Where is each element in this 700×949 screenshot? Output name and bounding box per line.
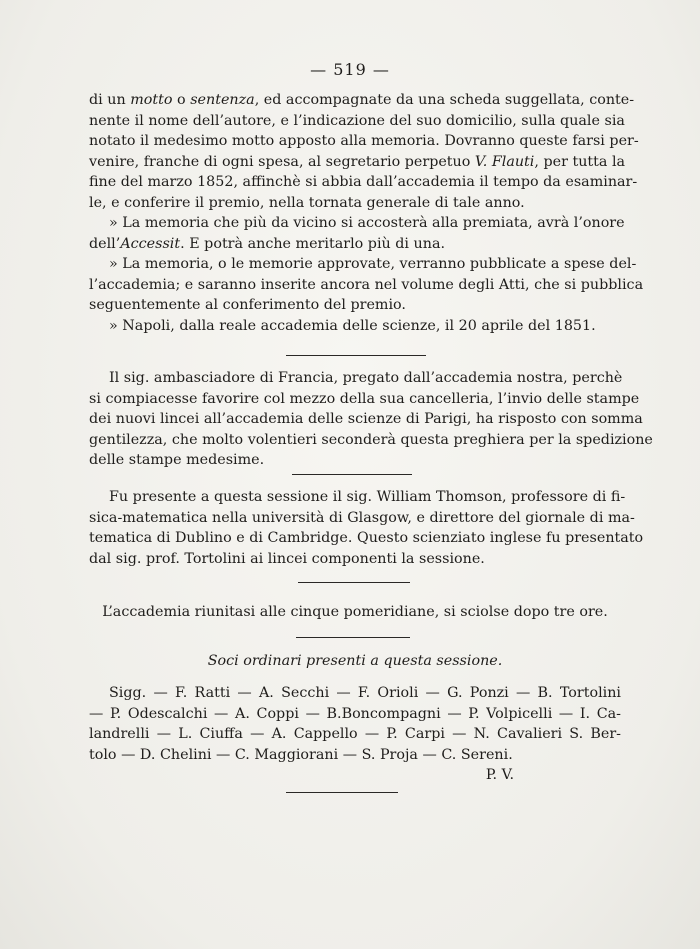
text-line bbox=[89, 409, 643, 430]
text-run: l’accademia; e saranno inserite ancora nel volume degli Atti, che si pubblica bbox=[89, 276, 644, 293]
text-run: fine del marzo 1852, affinchè si abbia dall’accademia il tempo da esaminar- bbox=[89, 174, 638, 190]
text-line bbox=[89, 487, 626, 508]
text-run: » Napoli, dalla reale accademia delle scienze, il 20 aprile del 1851. bbox=[109, 318, 596, 334]
text-line bbox=[89, 90, 635, 111]
divider bbox=[286, 355, 426, 356]
text-line bbox=[89, 549, 621, 570]
text-line bbox=[89, 450, 621, 471]
italic-text: motto bbox=[130, 92, 173, 108]
signature: P. V. bbox=[485, 767, 514, 783]
text-run: di un bbox=[89, 92, 131, 108]
text-run: , ed accompagnate da una scheda suggellata, conte- bbox=[254, 92, 635, 108]
text-line bbox=[89, 172, 638, 193]
italic-text: sentenza bbox=[190, 92, 255, 108]
text-run: dal sig. prof. Tortolini ai lincei componenti la sessione. bbox=[89, 550, 485, 567]
divider bbox=[298, 582, 410, 583]
paragraph-date bbox=[89, 316, 621, 337]
paragraph-prize-conditions bbox=[89, 90, 639, 213]
text-run: . E potrà anche meritarlo più di una. bbox=[180, 235, 446, 252]
text-run: dei nuovi lincei all’accademia delle scienze di Parigi, ha risposto con somma bbox=[89, 411, 643, 427]
divider bbox=[292, 474, 412, 475]
text-line bbox=[89, 683, 621, 704]
members-list bbox=[89, 683, 621, 765]
text-line bbox=[89, 745, 621, 766]
italic-text: Accessit bbox=[120, 235, 181, 252]
text-run: delle stampe medesime. bbox=[89, 452, 265, 468]
paragraph-accessit bbox=[89, 213, 625, 254]
paragraph-closing: L’accademia riunitasi alle cinque pomeridiane, si sciolse dopo tre ore. bbox=[102, 604, 608, 620]
text-run: le, e conferire il premio, nella tornata generale di tale anno. bbox=[89, 194, 525, 211]
text-run: nente il nome dell’autore, e l’indicazione del suo domicilio, sulla quale sia bbox=[89, 112, 625, 129]
text-run: venire, franche di ogni spesa, al segretario perpetuo bbox=[89, 153, 475, 170]
text-line bbox=[89, 131, 639, 152]
text-run: si compiacesse favorire col mezzo della sua cancelleria, l’invio delle stampe bbox=[89, 390, 640, 407]
text-run: Il sig. ambasciadore di Francia, pregato dall’accademia nostra, perchè bbox=[109, 370, 623, 386]
text-line bbox=[89, 389, 640, 410]
text-run: o bbox=[172, 92, 191, 108]
text-run: , per tutta la bbox=[534, 153, 626, 170]
page-number: — 519 — bbox=[310, 60, 390, 79]
paragraph-ambassador bbox=[89, 368, 653, 471]
text-run: tematica di Dublino e di Cambridge. Questo scienziato inglese fu presentato bbox=[89, 530, 644, 546]
text-line bbox=[89, 724, 621, 745]
text-line bbox=[89, 316, 621, 337]
text-run: seguentemente al conferimento del premio. bbox=[89, 297, 406, 313]
text-line bbox=[89, 254, 637, 275]
text-line bbox=[89, 528, 644, 549]
text-run: dell’ bbox=[89, 235, 121, 252]
text-line bbox=[89, 275, 644, 296]
paragraph-thomson bbox=[89, 487, 644, 569]
text-line bbox=[89, 295, 621, 316]
divider bbox=[296, 637, 410, 638]
text-line bbox=[89, 152, 626, 173]
text-line bbox=[89, 234, 621, 255]
divider bbox=[286, 792, 398, 793]
text-run: » La memoria, o le memorie approvate, verranno pubblicate a spese del- bbox=[109, 256, 637, 272]
text-run: gentilezza, che molto volentieri seconderà questa preghiera per la spedizione bbox=[89, 431, 653, 448]
members-heading: Soci ordinari presenti a questa sessione. bbox=[207, 653, 503, 669]
text-line bbox=[89, 704, 621, 725]
text-line bbox=[89, 193, 621, 214]
text-run: — P. Odescalchi — A. Coppi — B.Boncompagni — P. Volpicelli — I. Ca- bbox=[89, 705, 621, 722]
paragraph-publication bbox=[89, 254, 644, 316]
text-run: Fu presente a questa sessione il sig. William Thomson, professore di fi- bbox=[109, 489, 626, 505]
text-line bbox=[89, 430, 653, 451]
text-run: Sigg. — F. Ratti — A. Secchi — F. Orioli — G. Ponzi — B. Tortolini bbox=[109, 685, 621, 701]
text-line bbox=[89, 111, 625, 132]
text-run: sica-matematica nella università di Glasgow, e direttore del giornale di ma- bbox=[89, 509, 635, 526]
text-run: landrelli — L. Ciuffa — A. Cappello — P. Carpi — N. Cavalieri S. Ber- bbox=[89, 726, 621, 742]
text-line bbox=[89, 368, 621, 389]
text-line bbox=[89, 213, 625, 234]
text-line bbox=[89, 508, 635, 529]
text-run: » La memoria che più da vicino si accosterà alla premiata, avrà l’onore bbox=[109, 215, 625, 231]
italic-text: V. Flauti bbox=[474, 153, 535, 170]
text-run: notato il medesimo motto apposto alla memoria. Dovranno queste farsi per- bbox=[89, 133, 639, 149]
text-run: tolo — D. Chelini — C. Maggiorani — S. Proja — C. Sereni. bbox=[89, 746, 513, 763]
